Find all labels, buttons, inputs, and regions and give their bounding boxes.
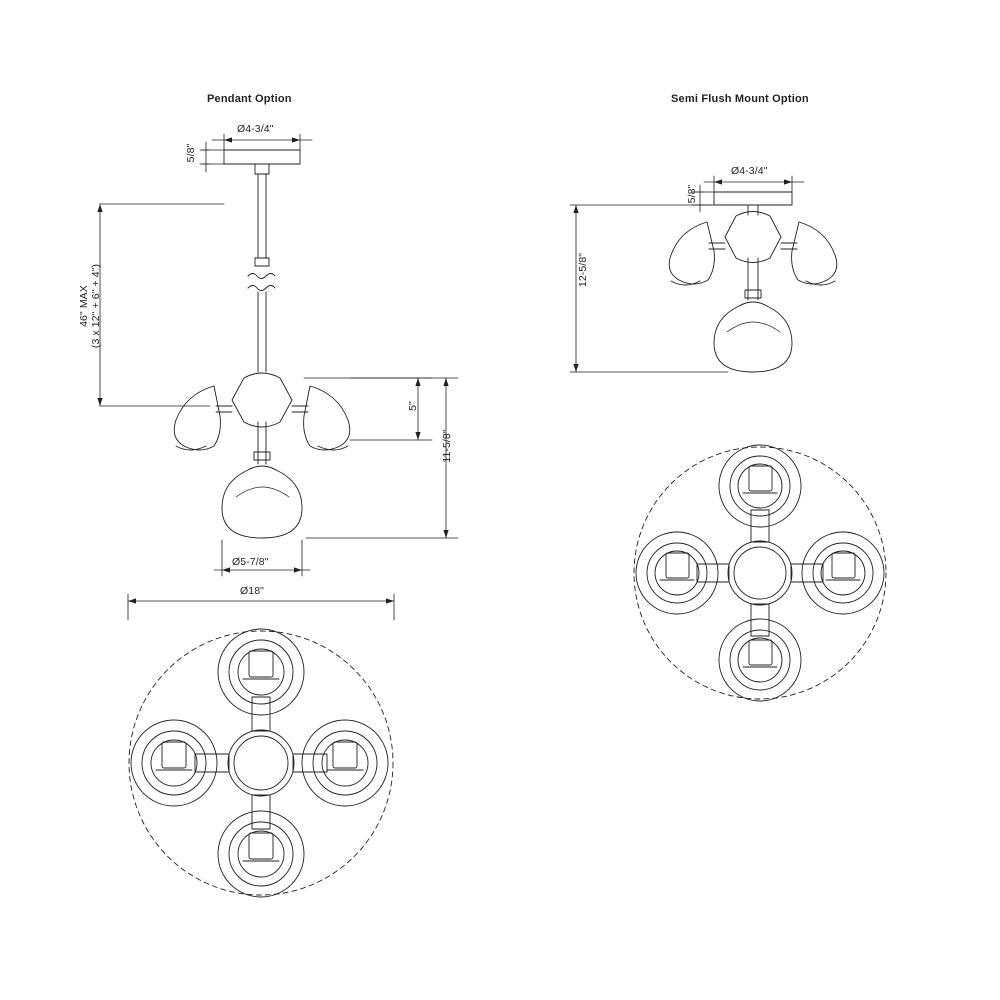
pendant-canopy-diameter-label: Ø4-3/4" <box>237 123 274 135</box>
pendant-globe-diameter-label: Ø5-7/8" <box>232 556 269 568</box>
semi-flush-elevation <box>669 192 837 372</box>
pendant-max-drop-label: 46" MAX <box>78 285 90 327</box>
semi-flush-plan-view <box>634 445 886 701</box>
semi-flush-overall-height-label: 12-5/8" <box>577 252 589 288</box>
semi-flush-view-title: Semi Flush Mount Option <box>671 93 809 105</box>
pendant-shade-height-label: 5" <box>407 401 419 411</box>
semi-flush-canopy-height-label: 5/8" <box>686 184 698 204</box>
pendant-canopy-height-label: 5/8" <box>185 143 197 163</box>
pendant-max-drop-breakdown-label: (3 x 12" + 6" + 4") <box>90 263 102 349</box>
pendant-overall-diameter-label: Ø18" <box>240 585 264 597</box>
pendant-view-title: Pendant Option <box>207 93 292 105</box>
pendant-plan-view <box>129 629 393 897</box>
semi-flush-canopy-diameter-label: Ø4-3/4" <box>731 165 768 177</box>
pendant-fixture-height-label: 11-5/8" <box>441 429 453 463</box>
pendant-elevation <box>174 150 350 538</box>
